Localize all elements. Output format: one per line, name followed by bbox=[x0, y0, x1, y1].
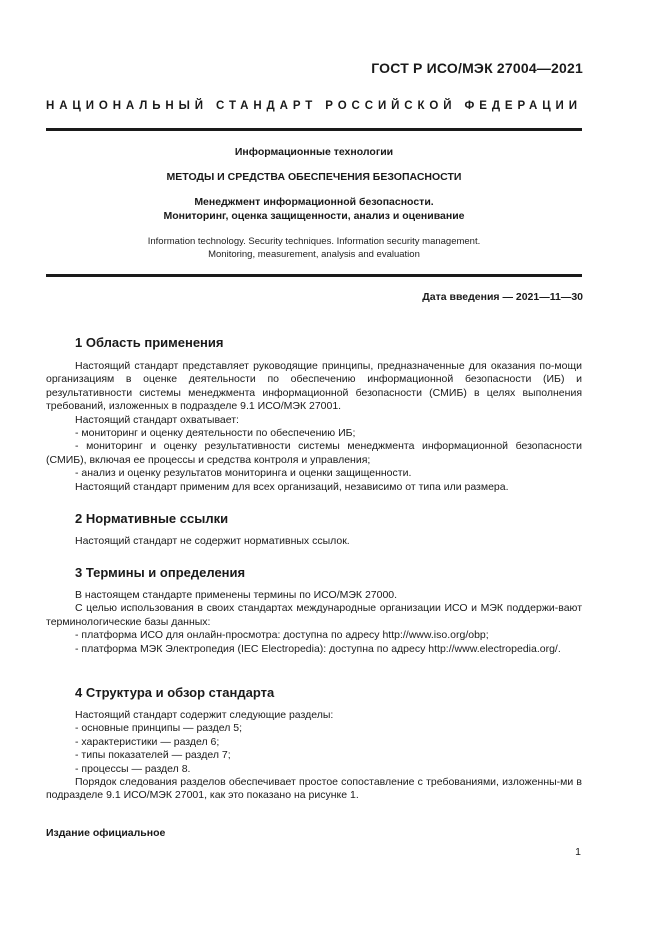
list-item: - анализ и оценку результатов мониторинга и оценки защищенности. bbox=[75, 467, 412, 480]
national-standard-banner: НАЦИОНАЛЬНЫЙ СТАНДАРТ РОССИЙСКОЙ ФЕДЕРАЦИИ bbox=[46, 100, 582, 112]
title-main: МЕТОДЫ И СРЕДСТВА ОБЕСПЕЧЕНИЯ БЕЗОПАСНОСТИ bbox=[166, 171, 462, 183]
bottom-divider bbox=[46, 274, 582, 277]
title-subtitle-1: Менеджмент информационной безопасности. bbox=[194, 196, 434, 208]
paragraph: Настоящий стандарт применим для всех организаций, независимо от типа или размера. bbox=[75, 480, 509, 493]
paragraph: С целью использования в своих стандартах международные организации ИСО и МЭК поддержи-вают терминологические базы данных: bbox=[46, 602, 582, 628]
list-item: - мониторинг и оценку деятельности по обеспечению ИБ; bbox=[75, 427, 356, 440]
paragraph: Настоящий стандарт охватывает: bbox=[75, 413, 239, 426]
title-subtitle-2: Мониторинг, оценка защищенности, анализ и оценивание bbox=[163, 210, 465, 222]
section-body-structure bbox=[46, 709, 582, 803]
list-item: - типы показателей — раздел 7; bbox=[75, 749, 231, 762]
document-code: ГОСТ Р ИСО/МЭК 27004—2021 bbox=[371, 60, 583, 76]
section-body-scope bbox=[46, 360, 582, 494]
page-number: 1 bbox=[575, 846, 581, 858]
section-body-references bbox=[46, 535, 582, 548]
paragraph: Настоящий стандарт представляет руководящие принципы, предназначенные для оказания по-мощи организациям в оценке деятельности по обеспечению информационной безопасности (ИБ) и результативности системы менеджмента информационной безопасности (СМИБ) в целях выполнения требований, изложенных в подразделе 9.1 ИСО/МЭК 27001. bbox=[46, 360, 582, 413]
title-english-1: Information technology. Security techniques. Information security management. bbox=[147, 236, 481, 247]
list-item: - процессы — раздел 8. bbox=[75, 762, 191, 775]
list-item: - характеристики — раздел 6; bbox=[75, 735, 220, 748]
top-divider bbox=[46, 128, 582, 131]
introduction-date: Дата введения — 2021—11—30 bbox=[422, 291, 583, 303]
paragraph: Настоящий стандарт не содержит нормативных ссылок. bbox=[75, 535, 350, 547]
list-item: - платформа МЭК Электропедия (IEC Electropedia): доступна по адресу http://www.electropedia.org/. bbox=[75, 642, 561, 655]
list-item: - мониторинг и оценку результативности системы менеджмента информационной безопасности (СМИБ), включая ее процессы и средства контроля и управления; bbox=[46, 440, 582, 466]
section-body-terms bbox=[46, 589, 582, 656]
section-heading-references: 2 Нормативные ссылки bbox=[75, 511, 229, 526]
list-item: - платформа ИСО для онлайн-просмотра: доступна по адресу http://www.iso.org/obp; bbox=[75, 629, 489, 642]
title-group: Информационные технологии bbox=[234, 146, 394, 158]
section-heading-terms: 3 Термины и определения bbox=[75, 565, 246, 580]
paragraph: Настоящий стандарт содержит следующие разделы: bbox=[75, 709, 334, 721]
paragraph: Порядок следования разделов обеспечивает простое сопоставление с требованиями, изложенны-ми в подразделе 9.1 ИСО/МЭК 27001, как это показано на рисунке 1. bbox=[46, 776, 582, 802]
title-english-2: Monitoring, measurement, analysis and evaluation bbox=[208, 249, 420, 260]
section-heading-scope: 1 Область применения bbox=[75, 335, 224, 350]
official-edition-label: Издание официальное bbox=[46, 827, 166, 839]
section-heading-structure: 4 Структура и обзор стандарта bbox=[75, 685, 275, 700]
paragraph: В настоящем стандарте применены термины по ИСО/МЭК 27000. bbox=[75, 589, 398, 601]
list-item: - основные принципы — раздел 5; bbox=[75, 722, 243, 735]
